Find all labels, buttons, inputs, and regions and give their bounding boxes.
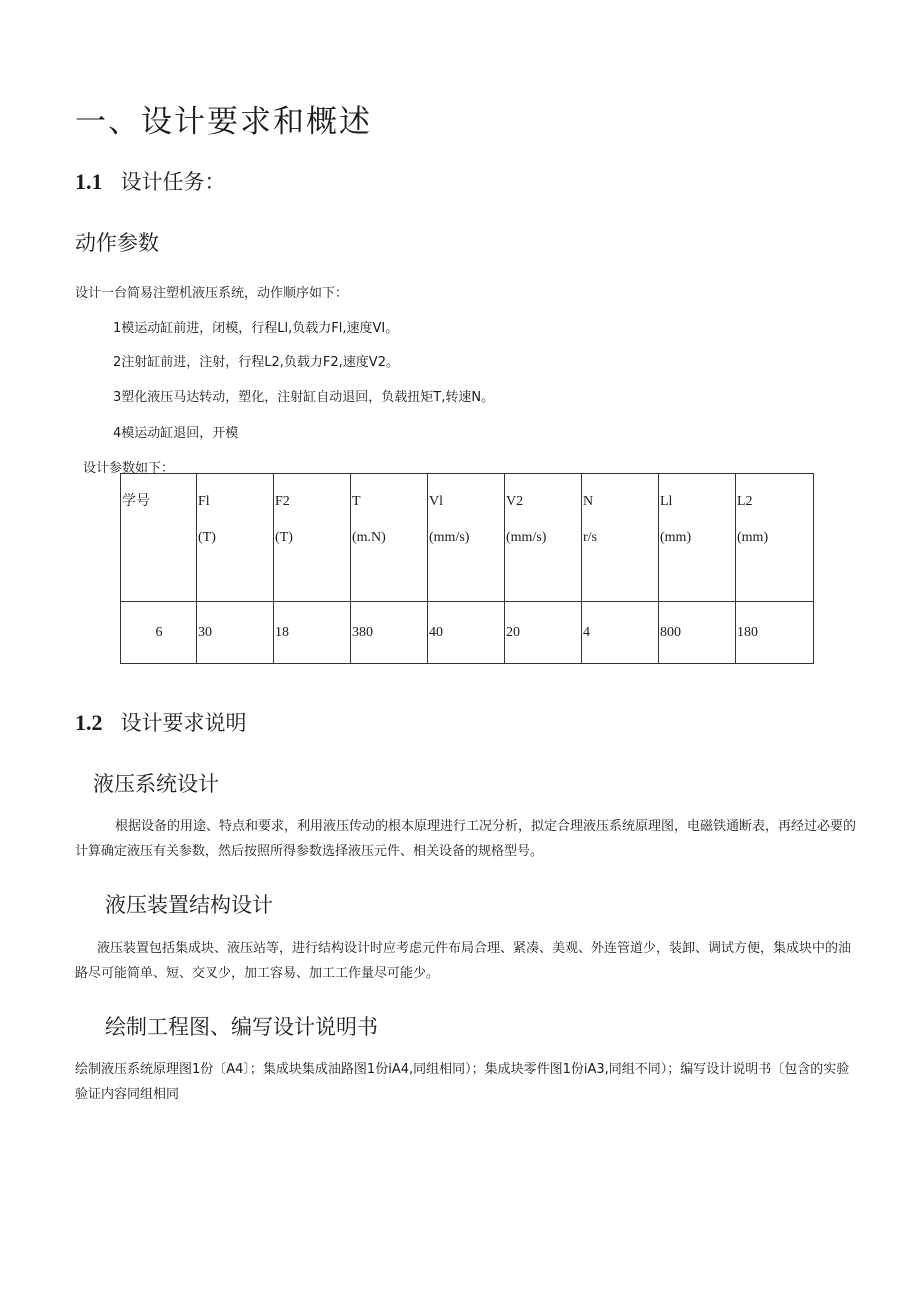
header-cell: Vl (mm/s) bbox=[428, 474, 505, 602]
header-cell: L2 (mm) bbox=[736, 474, 814, 602]
design-params-table bbox=[120, 473, 814, 664]
intro-text: 设计一台简易注塑机液压系统，动作顺序如下： bbox=[75, 286, 349, 301]
page-title: 一、设计要求和概述 bbox=[75, 104, 372, 140]
step-3: 3塑化液压马达转动，塑化，注射缸自动退回，负载扭矩T,转速N。 bbox=[113, 390, 495, 405]
value-cell: 4 bbox=[582, 602, 659, 664]
header-cell: 学号 bbox=[121, 474, 197, 602]
value-cell: 18 bbox=[274, 602, 351, 664]
hydraulic-system-heading: 液压系统设计 bbox=[93, 772, 219, 796]
drawing-heading: 绘制工程图、编写设计说明书 bbox=[105, 1015, 378, 1039]
value-cell: 800 bbox=[659, 602, 736, 664]
section-1-1-number: 1.1 bbox=[75, 169, 103, 194]
drawing-text: 绘制液压系统原理图1份〔A4〕；集成块集成油路图1份iA4,同组相同）；集成块零件图1份iA3,同组不同）；编写设计说明书〔包含的实验验证内容同组相同 bbox=[75, 1062, 850, 1102]
header-cell: N r/s bbox=[582, 474, 659, 602]
section-1-1-heading bbox=[75, 166, 226, 196]
value-cell: 20 bbox=[505, 602, 582, 664]
step-1: 1模运动缸前进，闭模，行程Ll,负载力Fl,速度VI。 bbox=[113, 321, 399, 336]
value-cell: 40 bbox=[428, 602, 505, 664]
header-cell: Fl (T) bbox=[197, 474, 274, 602]
section-1-2-title: 设计要求说明 bbox=[120, 711, 247, 735]
value-cell: 180 bbox=[736, 602, 814, 664]
value-cell: 30 bbox=[197, 602, 274, 664]
section-1-2-heading bbox=[75, 707, 247, 737]
value-cell: 6 bbox=[121, 602, 197, 664]
header-cell: T (m.N) bbox=[351, 474, 428, 602]
header-cell: Ll (mm) bbox=[659, 474, 736, 602]
table-row bbox=[121, 602, 814, 664]
table-caption: 设计参数如下： bbox=[83, 461, 175, 476]
section-1-2-number: 1.2 bbox=[75, 710, 103, 735]
action-params-heading: 动作参数 bbox=[75, 231, 159, 255]
table-header-row bbox=[121, 474, 814, 602]
value-cell: 380 bbox=[351, 602, 428, 664]
section-1-1-title: 设计任务： bbox=[120, 170, 226, 194]
structure-design-text: 液压装置包括集成块、液压站等，进行结构设计时应考虑元件布局合理、紧凑、美观、外连管道少，装卸、调试方便，集成块中的油路尽可能简单、短、交叉少，加工容易、加工工作量尽可能少。 bbox=[75, 941, 852, 981]
structure-design-heading: 液压装置结构设计 bbox=[105, 893, 273, 917]
hydraulic-system-text: 根据设备的用途、特点和要求，利用液压传动的根本原理进行工况分析，拟定合理液压系统原理图，电磁铁通断表，再经过必要的计算确定液压有关参数，然后按照所得参数选择液压元件、相关设备的规格型号。 bbox=[75, 819, 857, 859]
header-cell: V2 (mm/s) bbox=[505, 474, 582, 602]
step-2: 2注射缸前进，注射，行程L2,负载力F2,速度V2。 bbox=[113, 355, 399, 370]
header-cell: F2 (T) bbox=[274, 474, 351, 602]
step-4: 4模运动缸退回，开模 bbox=[113, 426, 239, 441]
